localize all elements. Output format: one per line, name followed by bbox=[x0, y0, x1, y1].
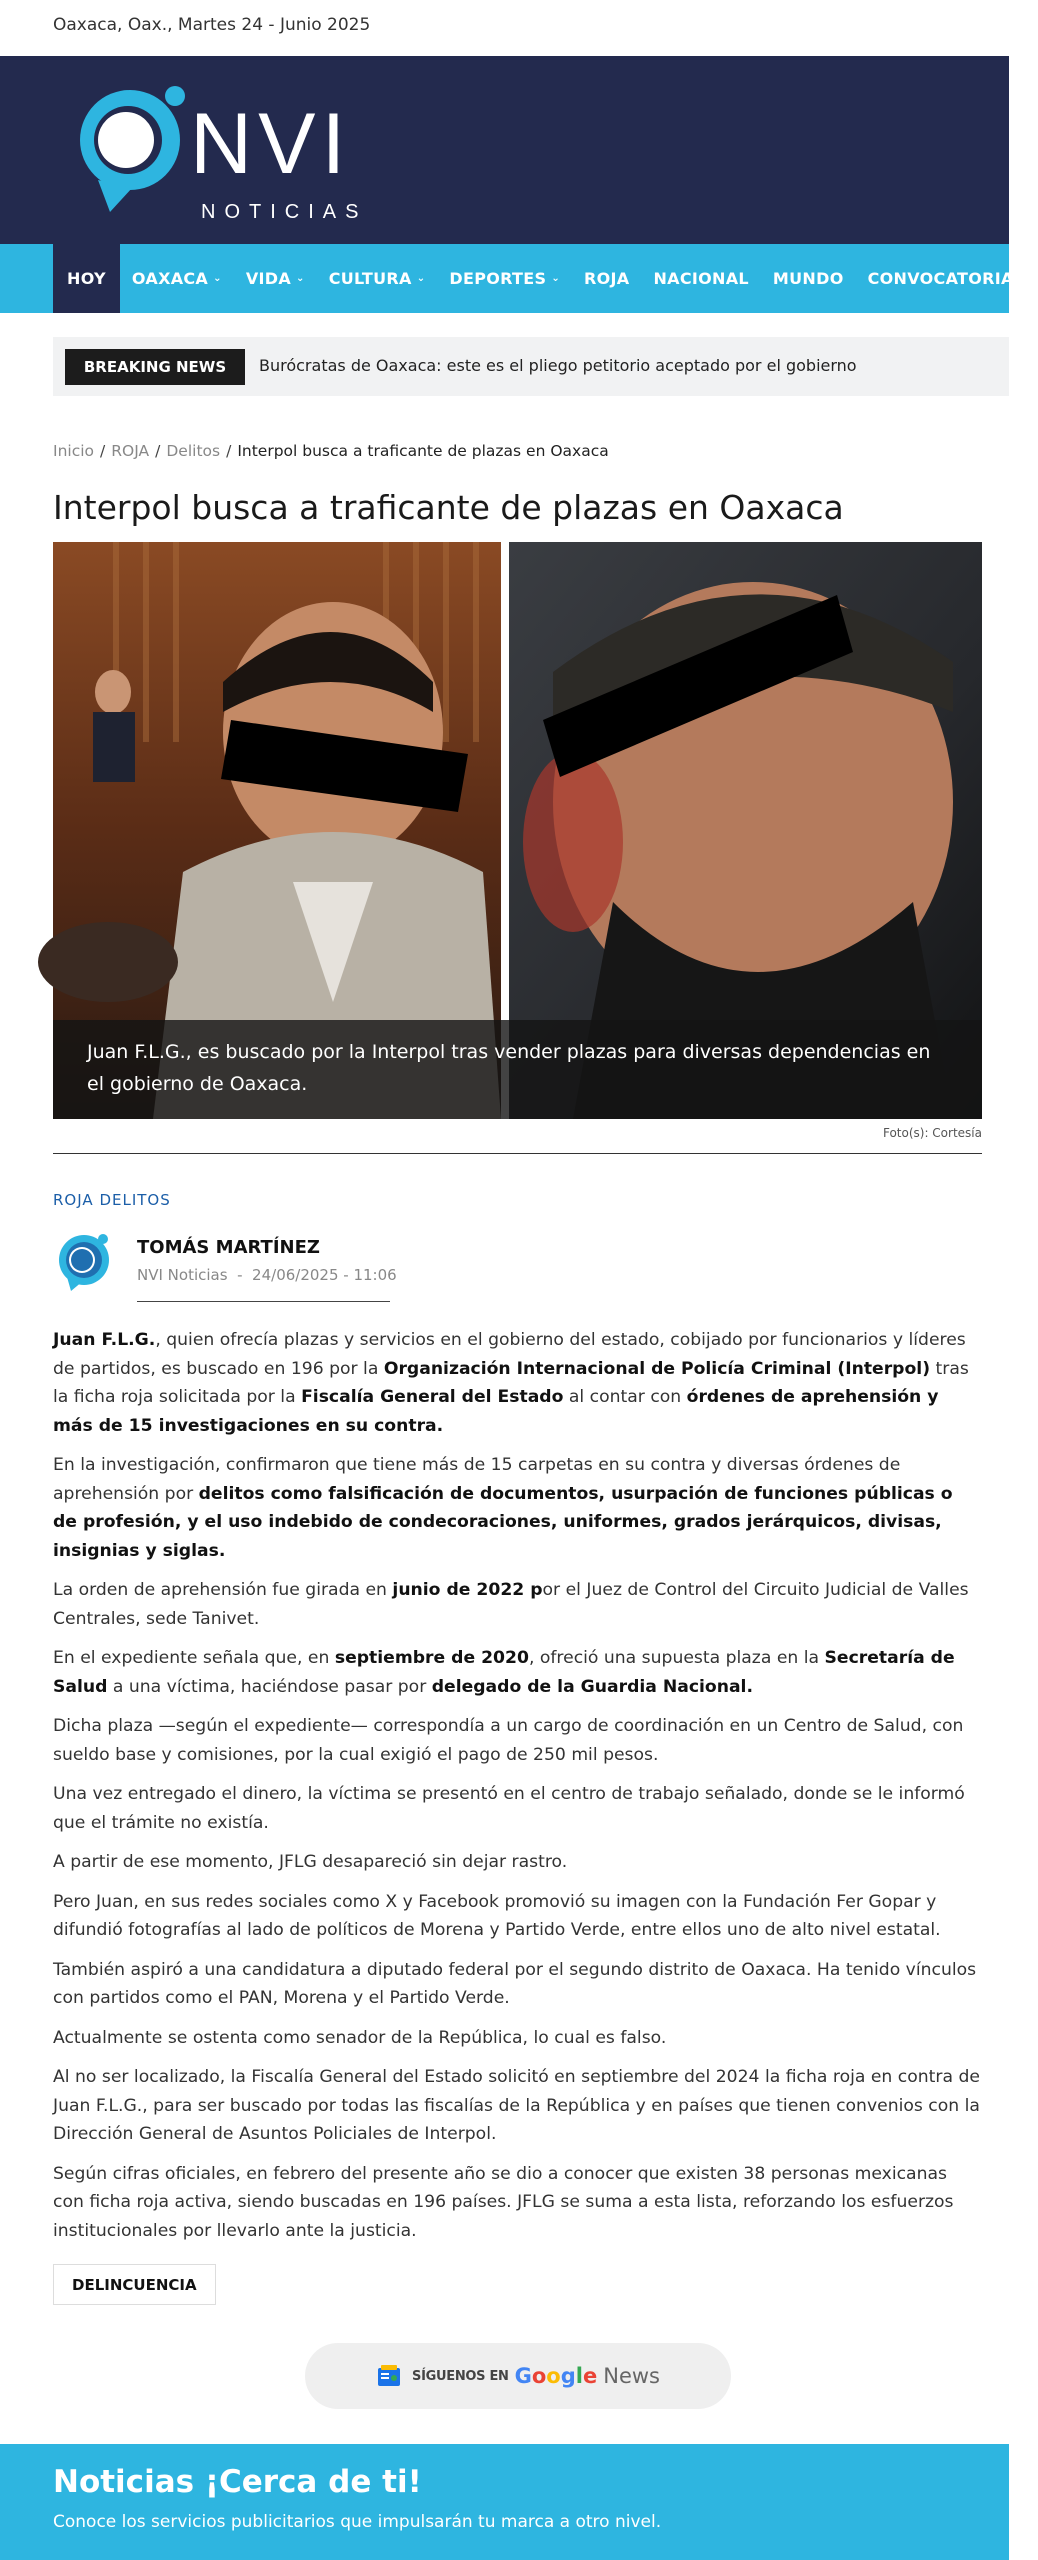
article-paragraph bbox=[53, 2024, 982, 2053]
chevron-down-icon: ⌄ bbox=[213, 273, 222, 284]
text-run: También aspiró a una candidatura a diputado federal por el segundo distrito de Oaxaca. Ha tenido vínculos con partidos como el PAN, Morena y el Partido Verde. bbox=[53, 1959, 977, 2008]
nav-item-label: HOY bbox=[67, 269, 106, 288]
bold-text: junio de 2022 p bbox=[392, 1580, 543, 1600]
footer-title: Noticias ¡Cerca de ti! bbox=[53, 2464, 422, 2500]
nav-item-nacional[interactable] bbox=[641, 244, 760, 313]
breaking-news-headline[interactable]: Burócratas de Oaxaca: este es el pliego petitorio aceptado por el gobierno bbox=[259, 356, 857, 375]
breadcrumb: Inicio / ROJA / Delitos / Interpol busca a traficante de plazas en Oaxaca bbox=[53, 442, 609, 460]
chevron-down-icon: ⌄ bbox=[296, 273, 305, 284]
nav-item-hoy[interactable] bbox=[53, 244, 120, 313]
bold-text: delegado de la Guardia Nacional. bbox=[431, 1676, 753, 1697]
bold-text: Organización Internacional de Policía Criminal (Interpol) bbox=[383, 1358, 931, 1379]
text-run: al contar con bbox=[563, 1387, 687, 1407]
chevron-down-icon: ⌄ bbox=[416, 273, 426, 284]
photo-caption: Juan F.L.G., es buscado por la Interpol tras vender plazas para diversas dependencias en el gobierno de Oaxaca. bbox=[53, 1020, 982, 1119]
article-photo bbox=[53, 542, 982, 1119]
bold-text: Juan F.L.G. bbox=[53, 1330, 156, 1350]
article-paragraph bbox=[53, 1451, 982, 1565]
text-run: En el expediente señala que, en bbox=[53, 1648, 335, 1668]
google-news-follow-button[interactable] bbox=[305, 2343, 731, 2409]
article-paragraph bbox=[53, 1576, 982, 1633]
article-paragraph bbox=[53, 2160, 982, 2246]
google-news-follow-label: SÍGUENOS EN bbox=[412, 2368, 509, 2384]
footer-subtitle: Conoce los servicios publicitarios que impulsarán tu marca a otro nivel. bbox=[53, 2512, 662, 2532]
article-body bbox=[53, 1326, 982, 2256]
nav-item-oaxaca[interactable] bbox=[120, 244, 234, 313]
bold-text: Fiscalía General del Estado bbox=[301, 1387, 564, 1407]
nav-item-label: NACIONAL bbox=[653, 269, 749, 288]
text-run: a una víctima, haciéndose pasar por bbox=[107, 1676, 432, 1697]
text-run: , quien ofrecía plazas y servicios en el gobierno del estado, cobijado por funcionarios y líderes de partidos, es buscado en 196 por la bbox=[53, 1330, 966, 1379]
nav-item-label: DEPORTES bbox=[449, 269, 547, 288]
publish-datetime: 24/06/2025 - 11:06 bbox=[252, 1266, 397, 1284]
article-paragraph bbox=[53, 1712, 982, 1769]
chevron-down-icon: ⌄ bbox=[551, 273, 560, 284]
nav-item-deportes[interactable] bbox=[437, 244, 572, 313]
bold-text: septiembre de 2020 bbox=[334, 1648, 529, 1668]
text-run: Según cifras oficiales, en febrero del presente año se dio a conocer que existen 38 personas mexicanas con ficha roja activa, siendo buscadas en 196 países. JFLG se suma a esta lista, reforzando los esfuerzos institucionales por llevarlo ante la justicia. bbox=[53, 2163, 954, 2241]
article-paragraph bbox=[53, 1780, 982, 1837]
main-nav bbox=[0, 244, 1026, 313]
logo-subtext: NOTICIAS bbox=[201, 201, 368, 223]
article-paragraph bbox=[53, 1644, 982, 1701]
text-run: Dicha plaza —según el expediente— correspondía a un cargo de coordinación en un Centro de Salud, con sueldo base y comisiones, por la cual exigió el pago de 250 mil pesos. bbox=[53, 1716, 964, 1765]
article-paragraph bbox=[53, 1888, 982, 1945]
photo-credit: Foto(s): Cortesía bbox=[882, 1126, 982, 1140]
article-paragraph bbox=[53, 2063, 982, 2149]
nav-item-cultura[interactable] bbox=[317, 244, 438, 313]
nvi-logo[interactable] bbox=[70, 80, 410, 223]
nav-item-label: VIDA bbox=[245, 269, 292, 288]
nav-item-label: MUNDO bbox=[772, 269, 844, 288]
site-header bbox=[0, 56, 1009, 244]
nav-item-roja[interactable] bbox=[572, 244, 641, 313]
bold-text: delitos como falsificación de documentos, usurpación de funciones públicas o de profesión, y el uso indebido de condecoraciones, uniformes, grados jerárquicos, divisas, insignias y siglas. bbox=[53, 1483, 953, 1561]
nav-item-label: CONVOCATORIAS bbox=[867, 269, 1026, 288]
current-date: Oaxaca, Oax., Martes 24 - Junio 2025 bbox=[53, 15, 371, 35]
author-name[interactable]: TOMÁS MARTÍNEZ bbox=[137, 1237, 320, 1258]
breadcrumb-section[interactable]: ROJA bbox=[111, 442, 150, 460]
text-run: En la investigación, confirmaron que tiene más de 15 carpetas en su contra y diversas órdenes de aprehensión por bbox=[53, 1455, 901, 1504]
text-run: A partir de ese momento, JFLG desapareció sin dejar rastro. bbox=[53, 1852, 568, 1872]
google-wordmark: Google bbox=[514, 2364, 598, 2388]
nav-item-label: ROJA bbox=[584, 269, 630, 288]
nav-item-vida[interactable] bbox=[234, 244, 317, 313]
text-run: , ofreció una supuesta plaza en la bbox=[528, 1648, 825, 1668]
article-categories bbox=[53, 1191, 171, 1209]
tag-delincuencia[interactable]: DELINCUENCIA bbox=[53, 2264, 216, 2305]
nav-item-label: OAXACA bbox=[131, 269, 209, 288]
nav-item-convocatorias[interactable] bbox=[856, 244, 1038, 313]
text-run: tras la ficha roja solicitada por la bbox=[53, 1358, 969, 1407]
author-outlet: NVI Noticias bbox=[137, 1266, 228, 1284]
logo-text: NVI bbox=[190, 96, 352, 192]
article-paragraph bbox=[53, 1848, 982, 1877]
text-run: Pero Juan, en sus redes sociales como X y Facebook promovió su imagen con la Fundación Fer Gopar y difundió fotografías al lado de políticos de Morena y Partido Verde, entre ellos uno de alto nivel estatal. bbox=[53, 1891, 941, 1940]
article-title: Interpol busca a traficante de plazas en Oaxaca bbox=[53, 488, 844, 527]
text-run: La orden de aprehensión fue girada en bbox=[53, 1580, 393, 1600]
footer-banner bbox=[0, 2444, 1009, 2560]
text-run: Actualmente se ostenta como senador de la República, lo cual es falso. bbox=[53, 2027, 667, 2048]
nav-item-label: CULTURA bbox=[328, 269, 412, 288]
breaking-news-label: BREAKING NEWS bbox=[65, 349, 245, 385]
article-paragraph bbox=[53, 1956, 982, 2013]
bold-text: Secretaría de Salud bbox=[53, 1648, 955, 1697]
text-run: or el Juez de Control del Circuito Judicial de Valles Centrales, sede Tanivet. bbox=[53, 1580, 969, 1629]
breaking-news-bar bbox=[53, 337, 1009, 396]
text-run: Una vez entregado el dinero, la víctima se presentó en el centro de trabajo señalado, donde se le informó que el trámite no existía. bbox=[53, 1784, 965, 1833]
author-avatar bbox=[53, 1231, 115, 1293]
bold-text: órdenes de aprehensión y más de 15 investigaciones en su contra. bbox=[53, 1387, 939, 1436]
text-run: Al no ser localizado, la Fiscalía General del Estado solicitó en septiembre del 2024 la ficha roja en contra de Juan F.L.G., para ser buscado por todas las fiscalías de la República y en países que tienen convenios con la Dirección General de Asuntos Policiales de Interpol. bbox=[53, 2067, 980, 2144]
category-link-roja[interactable]: ROJA bbox=[53, 1191, 94, 1209]
divider bbox=[53, 1153, 982, 1154]
google-news-icon bbox=[376, 2364, 402, 2388]
category-link-delitos[interactable]: DELITOS bbox=[99, 1191, 171, 1209]
author-divider bbox=[137, 1301, 390, 1302]
author-meta: NVI Noticias - 24/06/2025 - 11:06 bbox=[137, 1266, 397, 1284]
article-paragraph bbox=[53, 1326, 982, 1440]
google-news-label: News bbox=[603, 2364, 660, 2388]
top-bar bbox=[0, 0, 1009, 56]
nav-item-mundo[interactable] bbox=[761, 244, 856, 313]
breadcrumb-category[interactable]: Delitos bbox=[166, 442, 221, 460]
breadcrumb-home[interactable]: Inicio bbox=[53, 442, 95, 460]
breadcrumb-current: Interpol busca a traficante de plazas en Oaxaca bbox=[237, 442, 609, 460]
